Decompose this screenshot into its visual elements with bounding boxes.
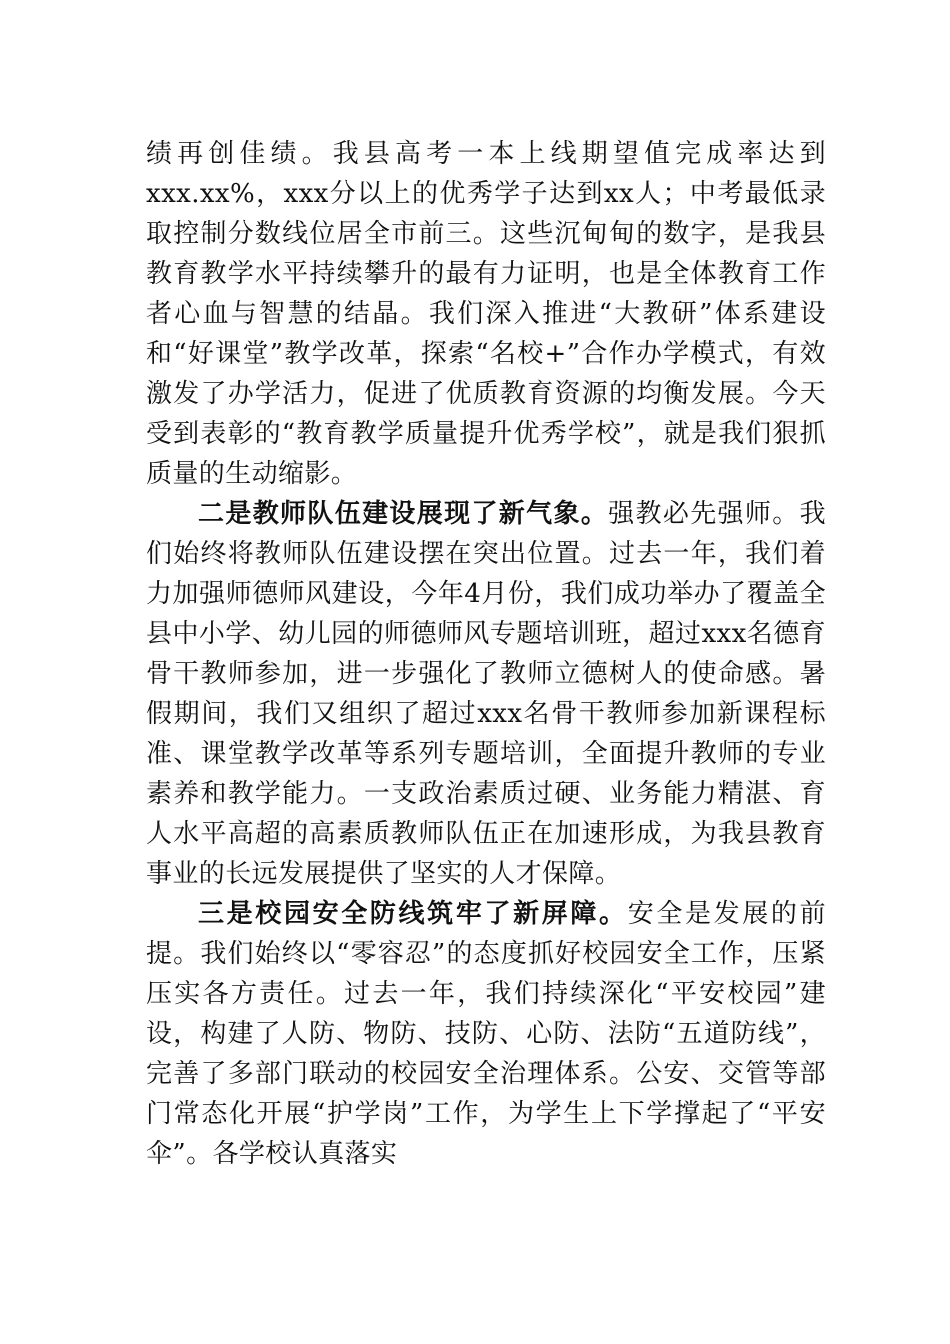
- paragraph-lead-heading: 三是校园安全防线筑牢了新屏障。: [198, 899, 628, 929]
- paragraph-campus-safety: [146, 894, 826, 1174]
- paragraph-text: 安全是发展的前提。我们始终以“零容忍”的态度抓好校园安全工作，压紧压实各方责任。过去一年，我们持续深化“平安校园”建设，构建了人防、物防、技防、心防、法防“五道防线”，完善了多部门联动的校园安全治理体系。公安、交管等部门常态化开展“护学岗”工作，为学生上下学撑起了“平安伞”。各学校认真落实: [146, 899, 826, 1169]
- paragraph-education-quality: [146, 134, 826, 494]
- document-body: [146, 134, 826, 1174]
- paragraph-teacher-team: [146, 494, 826, 894]
- paragraph-text: 绩再创佳绩。我县高考一本上线期望值完成率达到xxx.xx%，xxx分以上的优秀学子达到xx人；中考最低录取控制分数线位居全市前三。这些沉甸甸的数字，是我县教育教学水平持续攀升的最有力证明，也是全体教育工作者心血与智慧的结晶。我们深入推进“大教研”体系建设和“好课堂”教学改革，探索“名校+”合作办学模式，有效激发了办学活力，促进了优质教育资源的均衡发展。今天受到表彰的“教育教学质量提升优秀学校”，就是我们狠抓质量的生动缩影。: [146, 139, 826, 489]
- paragraph-text: 强教必先强师。我们始终将教师队伍建设摆在突出位置。过去一年，我们着力加强师德师风建设，今年4月份，我们成功举办了覆盖全县中小学、幼儿园的师德师风专题培训班，超过xxx名德育骨干教师参加，进一步强化了教师立德树人的使命感。暑假期间，我们又组织了超过xxx名骨干教师参加新课程标准、课堂教学改革等系列专题培训，全面提升教师的专业素养和教学能力。一支政治素质过硬、业务能力精湛、育人水平高超的高素质教师队伍正在加速形成，为我县教育事业的长远发展提供了坚实的人才保障。: [146, 499, 826, 889]
- paragraph-lead-heading: 二是教师队伍建设展现了新气象。: [198, 499, 609, 529]
